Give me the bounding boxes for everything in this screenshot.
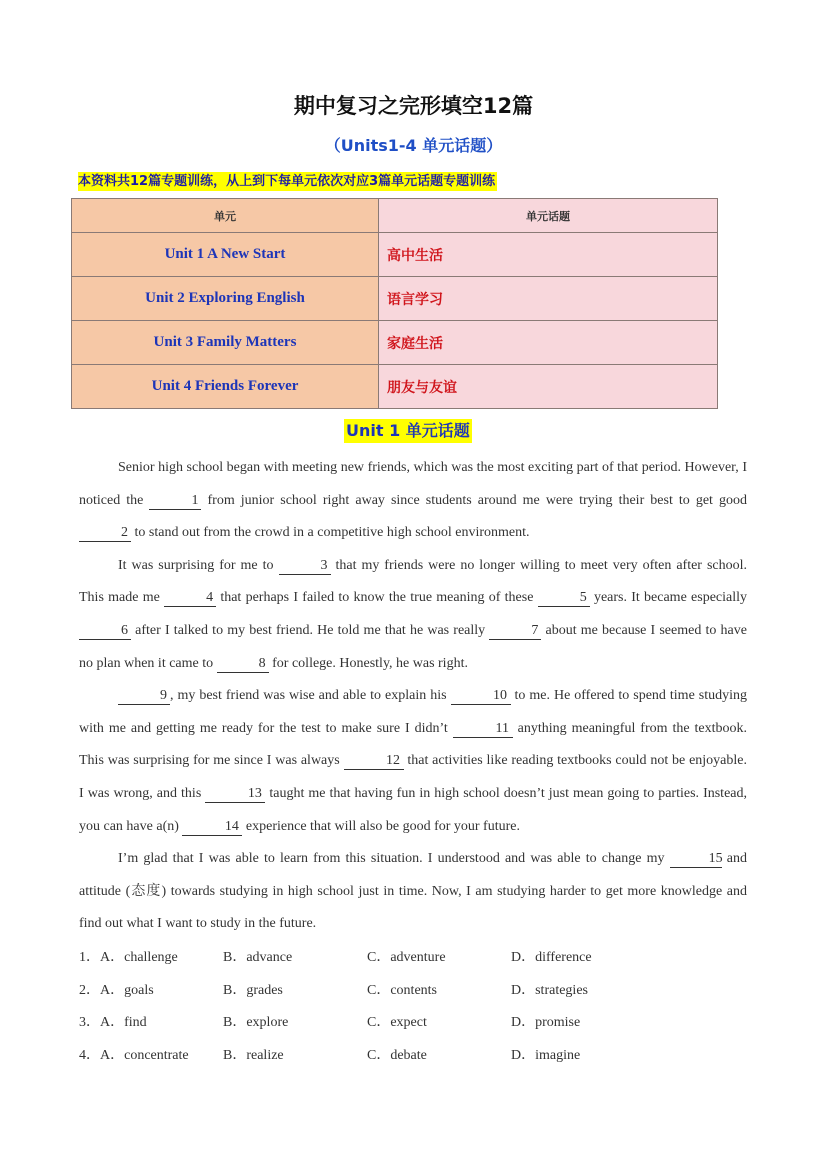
passage-text: anything meaningful from the textbook. This was surprising for me since I was always xyxy=(79,720,747,769)
option-c: C．debate xyxy=(367,1047,427,1063)
cloze-passage xyxy=(79,452,747,941)
option-a: A．challenge xyxy=(100,950,178,965)
question-options xyxy=(79,942,747,1072)
blank-2: 2 xyxy=(79,525,131,542)
option-c: C．expect xyxy=(367,1015,427,1031)
blank-14: 14 xyxy=(182,819,242,836)
passage-text: from junior school right away since students around me were trying their best to get good xyxy=(201,492,748,508)
question-row xyxy=(79,942,747,975)
option-d: D．difference xyxy=(511,950,592,965)
question-number: 2． xyxy=(79,982,100,998)
passage-text: and attitude (态度) towards studying in high school just in time. Now, I am studying harder to get more knowledge and find out what I want to study in the future. xyxy=(79,851,747,932)
blank-8: 8 xyxy=(217,656,269,673)
paragraph-2 xyxy=(79,550,747,680)
table-cell-topic: 高中生活 xyxy=(379,233,718,277)
table-row xyxy=(72,277,718,321)
blank-3: 3 xyxy=(279,558,331,575)
option-d: D．imagine xyxy=(511,1047,581,1063)
question-number: 1． xyxy=(79,950,100,965)
table-cell-topic: 朋友与友谊 xyxy=(379,365,718,409)
table-cell-topic: 家庭生活 xyxy=(379,321,718,365)
table-cell-topic: 语言学习 xyxy=(379,277,718,321)
blank-5: 5 xyxy=(538,590,590,607)
question-number-option-a xyxy=(79,975,154,1008)
question-number-option-a xyxy=(79,1040,189,1073)
passage-text: I’m glad that I was able to learn from this situation. I understood and was able to change my xyxy=(118,851,670,867)
section-heading: Unit 1 单元话题 xyxy=(344,419,472,443)
passage-text: taught me that having fun in high school doesn’t just mean going to parties. Instead, you can have a(n) xyxy=(79,785,747,834)
blank-11: 11 xyxy=(453,721,513,738)
option-a: A．find xyxy=(100,1015,147,1031)
option-c: C．adventure xyxy=(367,950,446,965)
blank-7: 7 xyxy=(489,623,541,640)
option-a: A．goals xyxy=(100,982,154,998)
blank-15: 15 xyxy=(670,851,722,868)
question-number: 4． xyxy=(79,1047,100,1063)
table-header-topic: 单元话题 xyxy=(379,199,718,233)
question-row xyxy=(79,1040,747,1073)
question-number: 3． xyxy=(79,1015,100,1031)
passage-text: It was surprising for me to xyxy=(118,557,279,573)
passage-text: years. It became especially xyxy=(589,590,748,606)
passage-text: that activities like reading textbooks could not be enjoyable. I was wrong, and this xyxy=(79,753,747,801)
paragraph-1 xyxy=(79,452,747,550)
page-subtitle: （Units1-4 单元话题） xyxy=(324,136,503,155)
blank-9: 9 xyxy=(118,688,170,705)
table-cell-unit: Unit 1 A New Start xyxy=(72,233,379,277)
option-d: D．strategies xyxy=(511,982,588,998)
passage-text: that my friends were no longer willing to meet very often after school. This made me xyxy=(79,557,747,606)
question-number-option-a xyxy=(79,942,178,975)
passage-text: , my best friend was wise and able to explain his xyxy=(170,688,451,704)
table-header-row xyxy=(72,199,718,233)
option-a: A．concentrate xyxy=(100,1047,189,1063)
passage-text: to stand out from the crowd in a competitive high school environment. xyxy=(131,525,530,541)
question-row xyxy=(79,975,747,1008)
passage-text: Senior high school began with meeting new friends, which was the most exciting part of that period. However, I noticed the xyxy=(79,460,747,508)
blank-12: 12 xyxy=(344,753,404,770)
table-row xyxy=(72,321,718,365)
passage-text: after I talked to my best friend. He told me that he was really xyxy=(131,622,490,638)
option-b: B．explore xyxy=(223,1015,289,1031)
blank-10: 10 xyxy=(451,688,511,705)
blank-4: 4 xyxy=(164,590,216,607)
table-row xyxy=(72,365,718,409)
passage-text: experience that will also be good for your future. xyxy=(242,818,520,834)
page-title: 期中复习之完形填空12篇 xyxy=(293,94,534,118)
blank-1: 1 xyxy=(149,493,201,510)
table-cell-unit: Unit 3 Family Matters xyxy=(72,321,379,365)
paragraph-3 xyxy=(79,680,747,843)
option-b: B．advance xyxy=(223,950,293,965)
passage-text: that perhaps I failed to know the true meaning of these xyxy=(216,590,538,606)
option-c: C．contents xyxy=(367,982,437,998)
table-cell-unit: Unit 4 Friends Forever xyxy=(72,365,379,409)
passage-text: about me because I seemed to have no plan when it came to xyxy=(79,622,747,671)
blank-6: 6 xyxy=(79,623,131,640)
units-table xyxy=(71,198,718,409)
passage-text: for college. Honestly, he was right. xyxy=(268,655,468,671)
question-row xyxy=(79,1007,747,1040)
option-b: B．grades xyxy=(223,982,283,998)
passage-text: to me. He offered to spend time studying with me and getting me ready for the test to make sure I didn’t xyxy=(79,688,747,736)
table-header-unit: 单元 xyxy=(72,199,379,233)
table-row xyxy=(72,233,718,277)
highlight-note: 本资料共12篇专题训练，从上到下每单元依次对应3篇单元话题专题训练 xyxy=(78,174,496,189)
paragraph-4 xyxy=(79,843,747,941)
question-number-option-a xyxy=(79,1007,147,1040)
blank-13: 13 xyxy=(205,786,265,803)
table-cell-unit: Unit 2 Exploring English xyxy=(72,277,379,321)
option-d: D．promise xyxy=(511,1015,581,1031)
option-b: B．realize xyxy=(223,1047,284,1063)
